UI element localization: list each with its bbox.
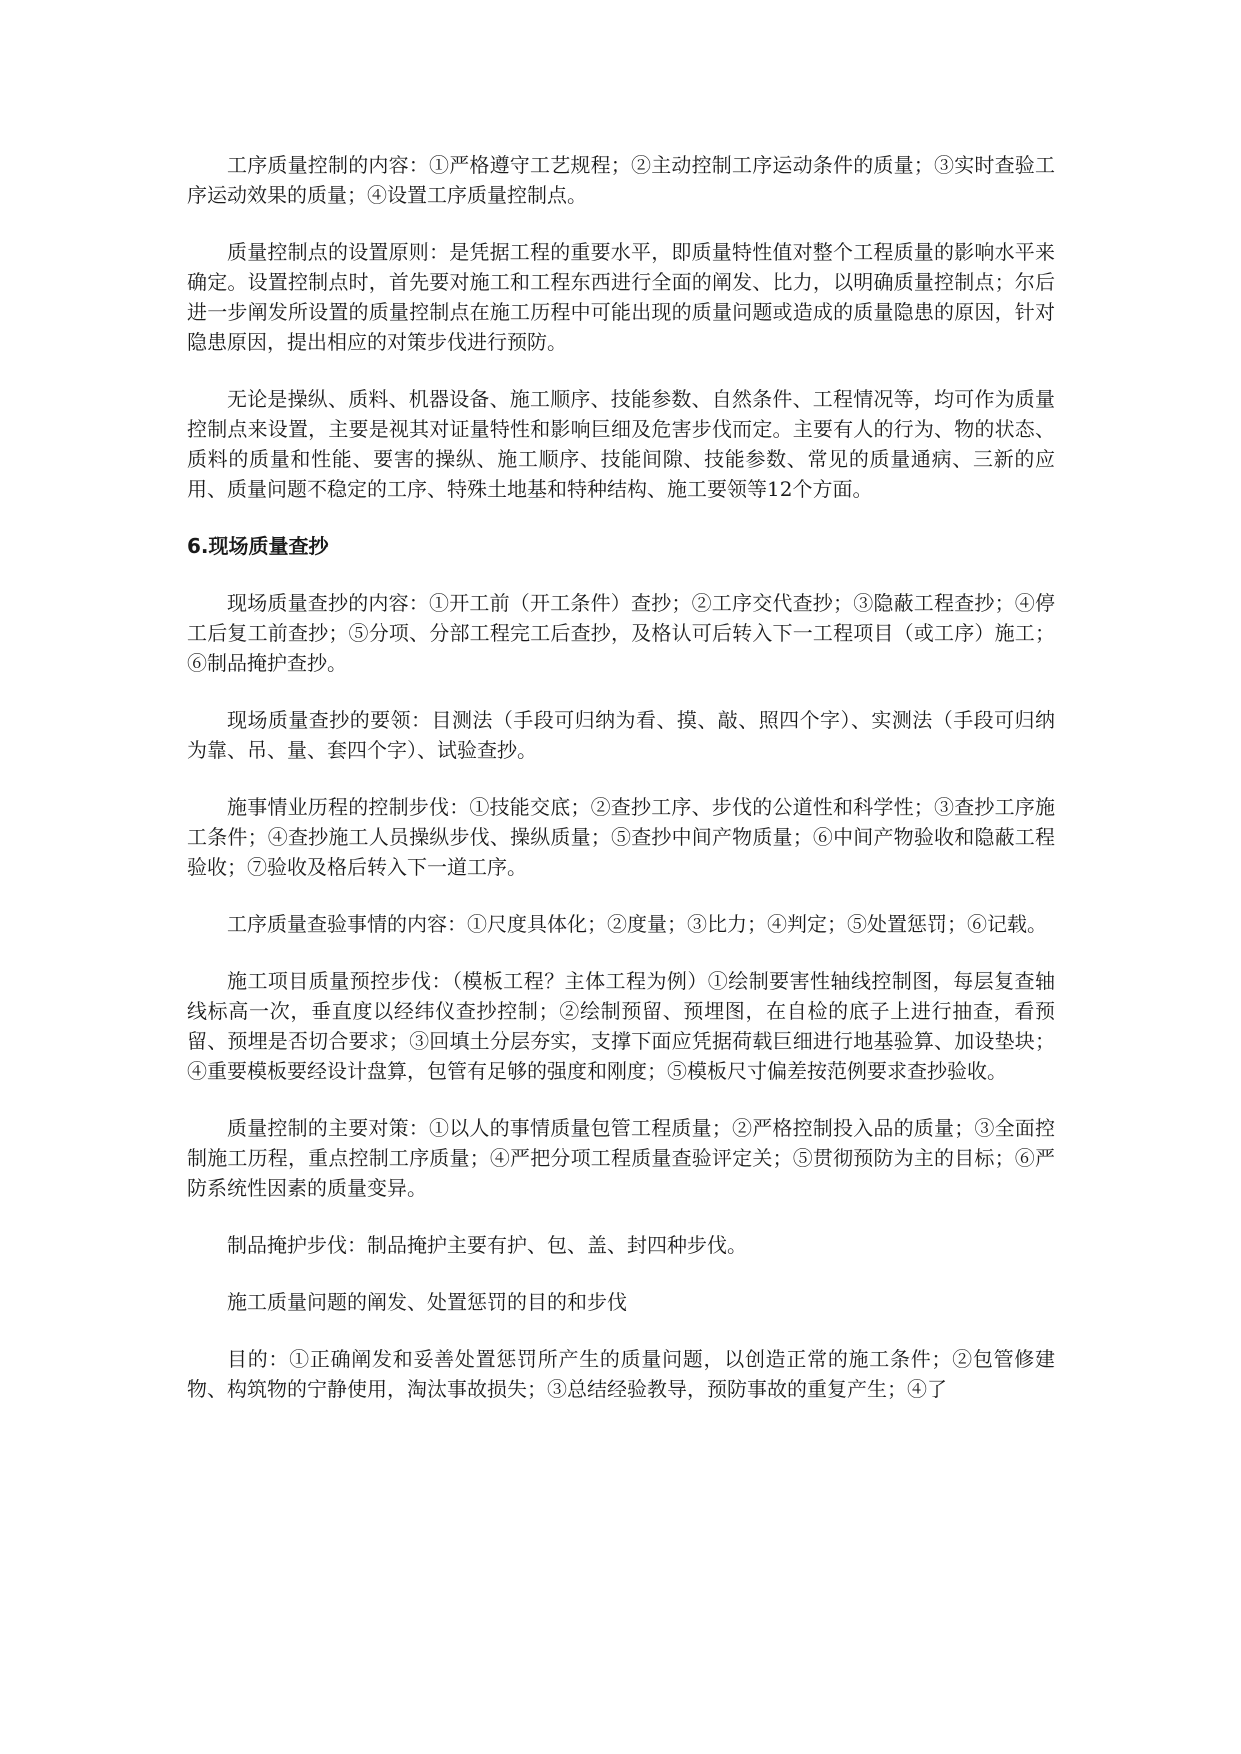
paragraph-quality-problem-title: 施工质量问题的阐发、处置惩罚的目的和步伐 (227, 1290, 627, 1314)
paragraph-construction-process-control: 施事情业历程的控制步伐：①技能交底；②查抄工序、步伐的公道性和科学性；③查抄工序施工条件；④查抄施工人员操纵步伐、操纵质量；⑤查抄中间产物质量；⑥中间产物验收和隐蔽工程验收；⑦验收及格后转入下一道工序。 (187, 795, 1055, 879)
paragraph-process-quality-control: 工序质量控制的内容：①严格遵守工艺规程；②主动控制工序运动条件的质量；③实时查验工序运动效果的质量；④设置工序质量控制点。 (187, 153, 1055, 207)
section-heading: 6.现场质量查抄 (187, 534, 329, 558)
paragraph-site-inspection-methods: 现场质量查抄的要领：目测法（手段可归纳为看、摸、敲、照四个字）、实测法（手段可归纳为靠、吊、量、套四个字）、试验查抄。 (187, 708, 1055, 762)
paragraph-quality-countermeasures: 质量控制的主要对策：①以人的事情质量包管工程质量；②严格控制投入品的质量；③全面控制施工历程，重点控制工序质量；④严把分项工程质量查验评定关；⑤贯彻预防为主的目标；⑥严防系统性因素的质量变异。 (187, 1116, 1055, 1200)
paragraph-quality-precontrol: 施工项目质量预控步伐：（模板工程？主体工程为例）①绘制要害性轴线控制图，每层复查轴线标高一次，垂直度以经纬仪查抄控制；②绘制预留、预埋图，在自检的底子上进行抽查，看预留、预埋是否切合要求；③回填土分层夯实，支撑下面应凭据荷载巨细进行地基验算、加设垫块；④重要模板要经设计盘算，包管有足够的强度和刚度；⑤模板尺寸偏差按范例要求查抄验收。 (187, 969, 1055, 1083)
paragraph-product-protection: 制品掩护步伐：制品掩护主要有护、包、盖、封四种步伐。 (227, 1233, 747, 1257)
document-page (187, 150, 1055, 1431)
paragraph-quality-problem-purpose: 目的：①正确阐发和妥善处置惩罚所产生的质量问题，以创造正常的施工条件；②包管修建物、构筑物的宁静使用，淘汰事故损失；③总结经验教导，预防事故的重复产生；④了 (187, 1347, 1055, 1401)
paragraph-process-inspection-content: 工序质量查验事情的内容：①尺度具体化；②度量；③比力；④判定；⑤处置惩罚；⑥记载。 (227, 912, 1047, 936)
paragraph-control-point-principles: 质量控制点的设置原则：是凭据工程的重要水平，即质量特性值对整个工程质量的影响水平来确定。设置控制点时，首先要对施工和工程东西进行全面的阐发、比力，以明确质量控制点；尔后进一步阐发所设置的质量控制点在施工历程中可能出现的质量问题或造成的质量隐患的原因，针对隐患原因，提出相应的对策步伐进行预防。 (187, 240, 1055, 354)
paragraph-site-inspection-content: 现场质量查抄的内容：①开工前（开工条件）查抄；②工序交代查抄；③隐蔽工程查抄；④停工后复工前查抄；⑤分项、分部工程完工后查抄，及格认可后转入下一工程项目（或工序）施工；⑥制品掩护查抄。 (187, 591, 1055, 675)
paragraph-control-point-objects: 无论是操纵、质料、机器设备、施工顺序、技能参数、自然条件、工程情况等，均可作为质量控制点来设置，主要是视其对证量特性和影响巨细及危害步伐而定。主要有人的行为、物的状态、质料的质量和性能、要害的操纵、施工顺序、技能间隙、技能参数、常见的质量通病、三新的应用、质量问题不稳定的工序、特殊土地基和特种结构、施工要领等12个方面。 (187, 387, 1055, 501)
